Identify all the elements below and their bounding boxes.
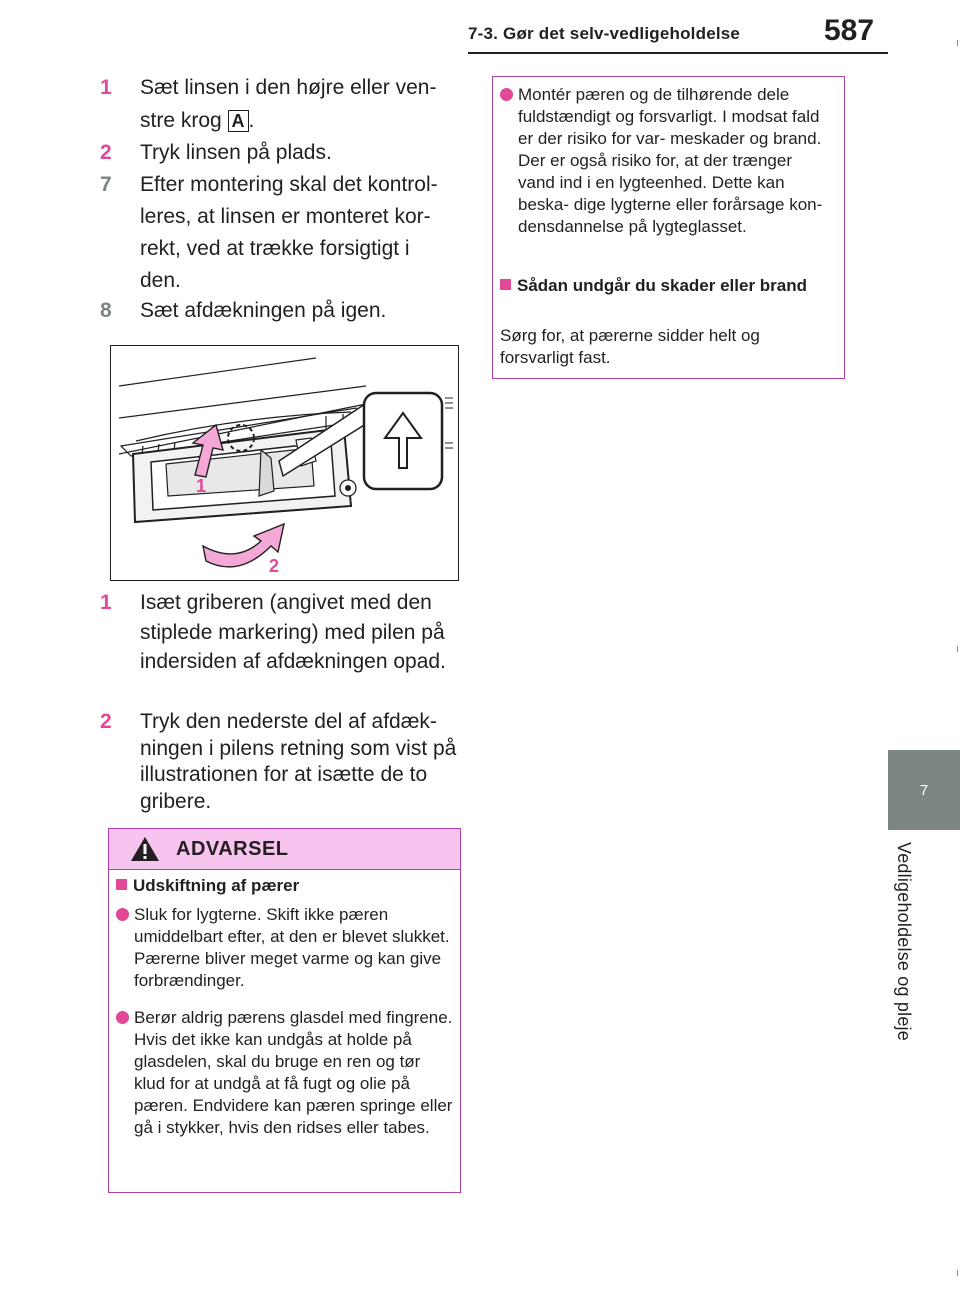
- info-bullet: [518, 84, 828, 238]
- round-bullet-icon: [500, 88, 513, 101]
- info-text: Sørg for, at pærerne sidder helt og forsvarligt fast.: [500, 326, 760, 367]
- step-item: [100, 73, 460, 103]
- round-bullet-icon: [116, 1011, 129, 1024]
- step-number: 2: [100, 710, 112, 733]
- hook-label-box: A: [228, 110, 249, 132]
- step-text-end: .: [248, 109, 255, 132]
- step-number: 2: [100, 141, 112, 164]
- step-number: 8: [100, 299, 112, 322]
- info-box: [492, 76, 845, 379]
- step-text: Sæt afdækningen på igen.: [140, 299, 387, 322]
- info-bullet-text: Montér pæren og de tilhørende dele fuldstændigt og forsvarligt. I modsat fald er der risiko for var- meskader og brand. Der er også risiko for, at der trænger vand ind i en lygteenhed. Dette kan beska- dige lygterne eller forårsage kon- densdannelse på lygteglasset.: [518, 85, 823, 236]
- warning-bullet: [134, 1007, 454, 1139]
- callout-1: 1: [196, 476, 207, 496]
- warning-box: [108, 828, 461, 1193]
- warning-header: [109, 829, 460, 870]
- step-text: Efter montering skal det kontrol- leres, at linsen er monteret kor- rekt, ved at trække forsigtigt i den.: [140, 173, 438, 292]
- step-item: [100, 296, 460, 326]
- step-item: [100, 588, 460, 677]
- step-item: [100, 709, 460, 815]
- step-text: Sæt linsen i den højre eller ven-: [140, 76, 437, 99]
- warning-bullet: [134, 904, 454, 992]
- section-title: 7-3. Gør det selv-vedligeholdelse: [468, 24, 741, 43]
- warning-subheading-text: Udskiftning af pærer: [133, 876, 300, 895]
- header-rule: [468, 52, 888, 54]
- crop-mark: [957, 1270, 958, 1276]
- cover-installation-illustration: [110, 345, 459, 581]
- illustration-drawing: [111, 346, 459, 581]
- step-text: Tryk linsen på plads.: [140, 141, 332, 164]
- step-text: stre krog: [140, 109, 222, 132]
- chapter-title: Vedligeholdelse og pleje: [894, 842, 914, 1041]
- square-bullet-icon: [116, 879, 127, 890]
- chapter-number: 7: [919, 781, 929, 799]
- step-item: [100, 138, 460, 168]
- step-text: Tryk den nederste del af afdæk- ningen i pilens retning som vist på illustrationen for at isætte de to gribere.: [140, 710, 457, 813]
- round-bullet-icon: [116, 908, 129, 921]
- callout-2: 2: [269, 556, 280, 576]
- chapter-tab: [888, 750, 960, 830]
- step-number: 7: [100, 173, 112, 196]
- step-number: 1: [100, 76, 112, 99]
- crop-mark: [957, 646, 958, 652]
- warning-triangle-icon: [130, 836, 160, 862]
- step-number: 1: [100, 591, 112, 614]
- page-number: 587: [824, 14, 875, 47]
- info-subheading-text: Sådan undgår du skader eller brand: [517, 276, 808, 295]
- warning-bullet-text: Sluk for lygterne. Skift ikke pæren umiddelbart efter, at den er blevet slukket. Pærerne bliver meget varme og kan give forbrændinger.: [134, 905, 450, 990]
- warning-bullet-text: Berør aldrig pærens glasdel med fingrene. Hvis det ikke kan undgås at holde på glasdelen, skal du bruge en ren og tør klud for at undgå at få fugt og olie på pæren. Endvidere kan pæren springe eller gå i stykker, hvis den ridses eller tabes.: [134, 1008, 453, 1137]
- crop-mark: [957, 40, 958, 46]
- step-item: [100, 169, 455, 297]
- warning-title: ADVARSEL: [176, 838, 289, 860]
- info-subheading: [500, 276, 819, 296]
- warning-subheading: [116, 876, 299, 896]
- step-text: Isæt griberen (angivet med den stiplede markering) med pilen på indersiden af afdækningen opad.: [140, 591, 446, 673]
- square-bullet-icon: [500, 279, 511, 290]
- step-item-continued: [100, 106, 460, 136]
